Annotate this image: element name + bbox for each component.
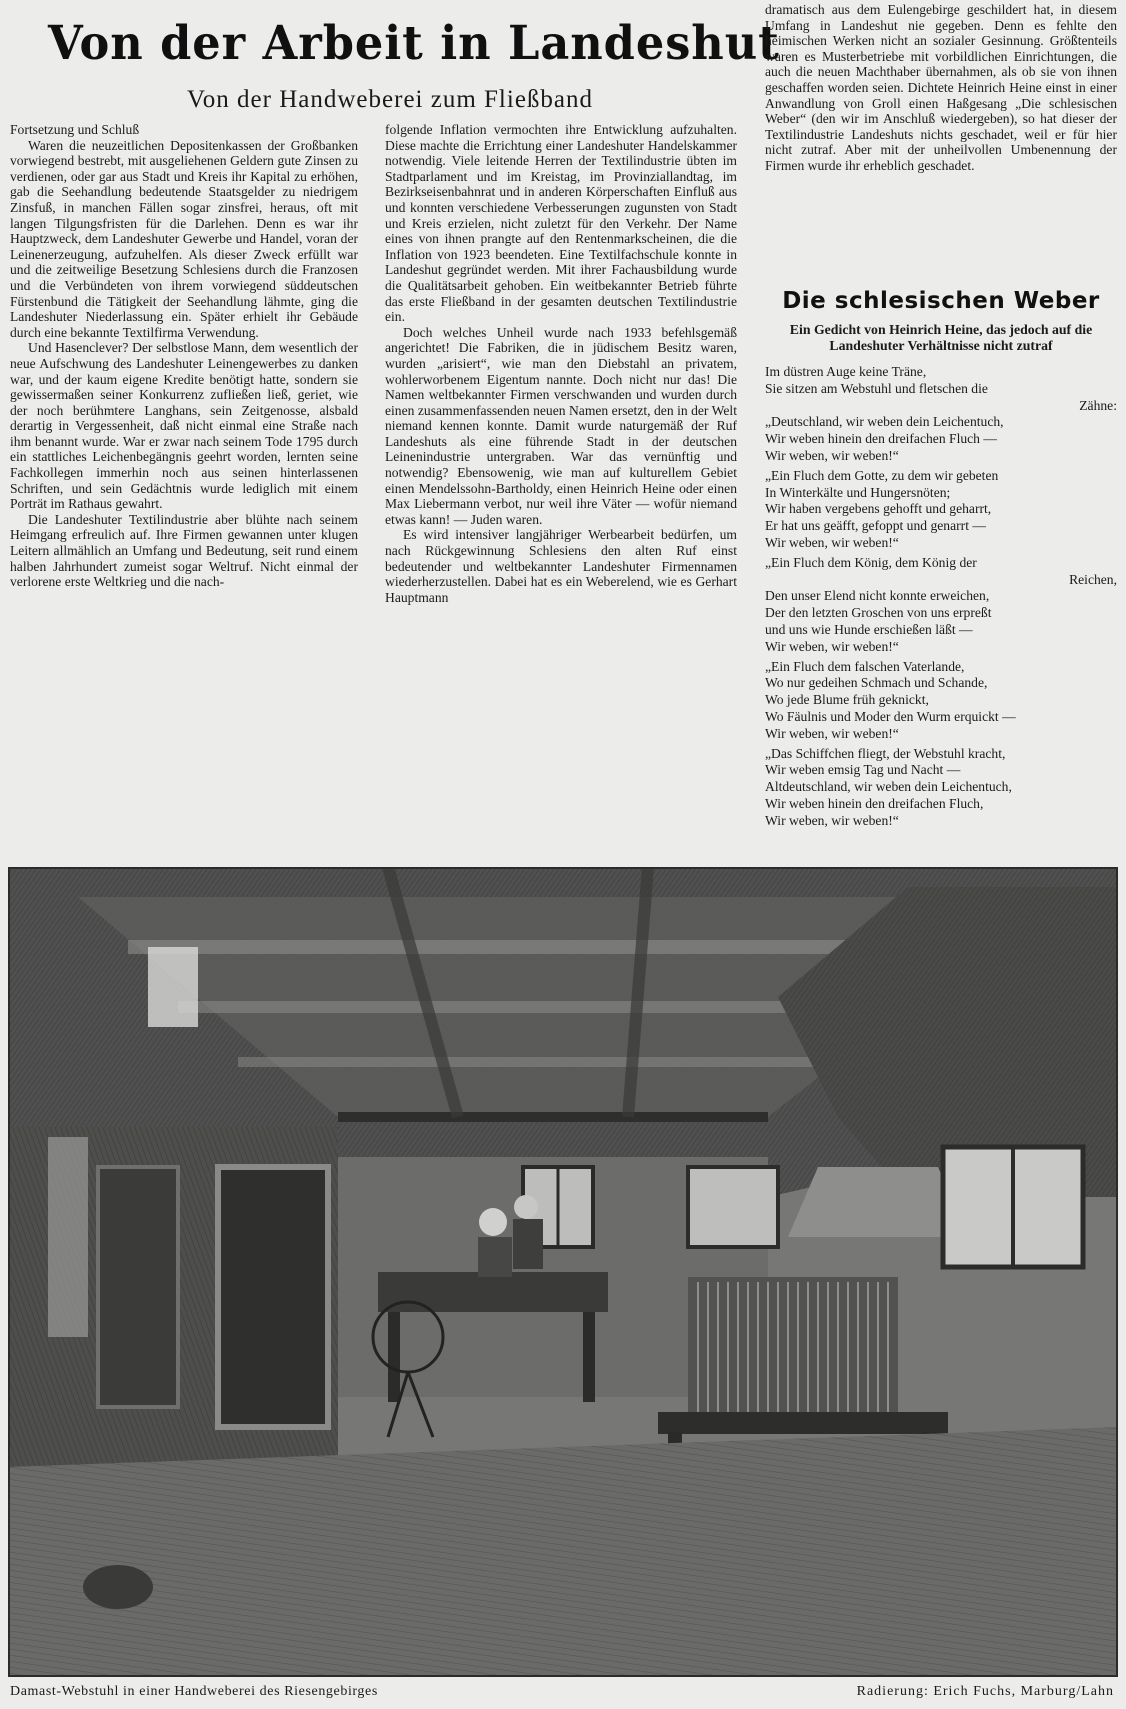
- poem-stanza: [765, 364, 1117, 465]
- poem-line: Wir weben hinein den dreifachen Fluch —: [765, 431, 997, 447]
- poem-line: Zähne:: [1079, 397, 1117, 413]
- poem-line: Wo jede Blume früh geknickt,: [765, 692, 929, 708]
- article-column-2: [385, 122, 737, 858]
- poem-line: Wir weben, wir weben!“: [765, 638, 899, 654]
- poem-line: Reichen,: [1069, 571, 1117, 587]
- paragraph: Es wird intensiver langjähriger Werbearbeit bedürfen, um nach Rückgewinnung Schlesiens den alten Ruf einst bedeutender und weltbekannter Landeshuter Firmennamen wiederherzustellen. Dabei hat es ein Weberelend, wie es Gerhart Hauptmann: [385, 527, 737, 605]
- article-column-3: [765, 2, 1117, 282]
- poem-line: Altdeutschland, wir weben dein Leichentuch,: [765, 779, 1012, 795]
- article-column-1: [10, 122, 358, 858]
- poem-stanza: [765, 746, 1117, 830]
- weaving-room-etching: [8, 867, 1118, 1677]
- poem-stanza: [765, 659, 1117, 743]
- poem-line: Wir weben, wir weben!“: [765, 534, 899, 550]
- poem-line: „Deutschland, wir weben dein Leichentuch,: [765, 414, 1004, 430]
- etching-illustration: [8, 867, 1118, 1677]
- paragraph: folgende Inflation vermochten ihre Entwicklung aufzuhalten. Diese machte die Errichtung einer Landeshuter Handelskammer notwendig. Viele leitende Herren der Textilindustrie übten im Stadtparlament und im Kreistag, im Provinziallandtag, im Bezirkseisenbahnrat und in anderen Körperschaften Einfluß aus und konnten verschiedene Verbesserungen zugunsten von Stadt und Kreis erzielen, nicht zuletzt für den Verkehr. Der Name eines von ihnen prangte auf den Rentenmarkscheinen, die die Inflation von 1923 beendeten. Eine Textilfachschule konnte in Landeshut gegründet werden. Mit ihrer Fachausbildung wurde die Qualitätsarbeit gehoben. Ein weitbekannter Betrieb führte das erste Fließband in der gesamten deutschen Textilindustrie ein.: [385, 122, 737, 325]
- poem-subtitle: Ein Gedicht von Heinrich Heine, das jedoch auf die Landeshuter Verhältnisse nicht zutraf: [789, 322, 1093, 353]
- poem-title: Die schlesischen Weber: [782, 288, 1100, 314]
- poem-line: Wo nur gedeihen Schmach und Schande,: [765, 675, 988, 691]
- illustration-credit: Radierung: Erich Fuchs, Marburg/Lahn: [856, 1684, 1114, 1699]
- poem-line: Wir weben emsig Tag und Nacht —: [765, 762, 961, 778]
- paragraph: dramatisch aus dem Eulengebirge geschildert hat, in diesem Umfang in Landeshut nie gegeben. Denn es fehlte den heimischen Werken nicht an sozialer Gesinnung. Größtenteils waren es Musterbetriebe mit vorbildlichen Einrichtungen, die auch die neuen Machthaber übernahmen, als ob sie von ihnen geschaffen worden seien. Dichtete Heinrich Heine einst in einer Anwandlung von Groll einen Haßgesang „Die schlesischen Weber“ (den wir im Anschluß wiedergeben), so hat dieser der Textilindustrie Landeshuts nichts geschadet, weil er für hier nicht zutraf. Aber mit der unheilvollen Umbenennung der Firmen wurde ihr erheblich geschadet.: [765, 2, 1117, 173]
- poem-line: „Ein Fluch dem König, dem König der: [765, 554, 977, 570]
- poem-line: „Das Schiffchen fliegt, der Webstuhl kracht,: [765, 745, 1006, 761]
- poem-stanza: [765, 555, 1117, 656]
- poem-line: Wir weben, wir weben!“: [765, 725, 899, 741]
- poem-line: In Winterkälte und Hungersnöten;: [765, 484, 951, 500]
- poem-stanza: [765, 468, 1117, 552]
- poem-line: und uns wie Hunde erschießen läßt —: [765, 621, 973, 637]
- poem-line: Wir weben, wir weben!“: [765, 812, 899, 828]
- poem-line: Wir weben, wir weben!“: [765, 447, 899, 463]
- poem-line: Den unser Elend nicht konnte erweichen,: [765, 588, 990, 604]
- illustration-caption: Damast-Webstuhl in einer Handweberei des Riesengebirges: [10, 1684, 378, 1699]
- subheadline: Von der Handweberei zum Fließband: [186, 86, 594, 113]
- poem-line: „Ein Fluch dem Gotte, zu dem wir gebeten: [765, 467, 999, 483]
- poem-body: [765, 364, 1117, 860]
- poem-line: Er hat uns geäfft, gefoppt und genarrt —: [765, 518, 986, 534]
- paragraph: Und Hasenclever? Der selbstlose Mann, dem wesentlich der neue Aufschwung des Landeshuter Leinengewerbes zu danken war, und der kaum eigene Kredite benötigt hatte, sondern sie gewissermaßen seiner Konkurrenz zufließen ließ, geriet, wie der noch berühmtere Langhans, sein Zeitgenosse, alsbald derartig in Vergessenheit, daß nicht einmal eine Straße nach ihm benannt wurde. War er zwar nach seinem Tode 1795 durch ein stattliches Leichenbegängnis geehrt worden, lernten seine Fachkollegen immerhin noch aus seinen hinterlassenen Schriften, und sein Gedächtnis wurde lediglich mit einem Porträt im Rathaus gewahrt.: [10, 340, 358, 512]
- continuation-note: Fortsetzung und Schluß: [10, 122, 140, 137]
- poem-line: „Ein Fluch dem falschen Vaterlande,: [765, 658, 965, 674]
- poem-line: Im düstren Auge keine Träne,: [765, 364, 927, 379]
- paragraph: Doch welches Unheil wurde nach 1933 befehlsgemäß angerichtet! Die Fabriken, die in jüdischem Besitz waren, wurden „arisiert“, wie man den Diebstahl an privatem, wohlerworbenem Eigentum nannte. Doch nicht nur das! Die Namen weltbekannter Firmen verschwanden und wurden durch einen zusammenfassenden neuen Namen ersetzt, den in der Welt niemand kennen konnte. Damit wurde naturgemäß der Ruf Landeshuts als eine führende Stadt in der deutschen Leinenindustrie untergraben. War das vernünftig und notwendig? Ebensowenig, wie man auf kulturellem Gebiet einen Mendelssohn-Bartholdy, einen Heinrich Heine oder einen Max Liebermann verbot, nur weil ihre Väter — wofür niemand etwas kann! — Juden waren.: [385, 324, 737, 527]
- poem-line: Wir haben vergebens gehofft und geharrt,: [765, 501, 992, 517]
- paragraph: Waren die neuzeitlichen Depositenkassen der Großbanken vorwiegend bestrebt, mit ausgeliehenen Geldern gute Zinsen zu verdienen, oder gar aus Stadt und Kreis ihr Kapital zu erhöhen, gab die Seehandlung bedeutende Staatsgelder zu niedrigem Zinsfuß, in manchen Fällen sogar zinsfrei, heraus, oft mit langen Tilgungsfristen für die Darlehen. Denn es war ihr Hauptzweck, dem Landeshuter Gewerbe und Handel, voran der Leinenerzeugung, aufzuhelfen. Als dieser Zweck erfüllt war und die zeitweilige Besetzung Schlesiens durch die Franzosen und die Verbündeten von ihrem vorwiegend süddeutschen Fürstenbund die Tätigkeit der Seehandlung lähmte, ging die Landeshuter Niederlassung ein. Später erhielt ihr Gebäude durch eine bekannte Textilfirma Verwendung.: [10, 137, 358, 340]
- poem-line: Sie sitzen am Webstuhl und fletschen die: [765, 380, 988, 396]
- headline: Von der Arbeit in Landeshut: [48, 16, 780, 71]
- paragraph: Die Landeshuter Textilindustrie aber blühte nach seinem Heimgang erfreulich auf. Ihre Firmen gewannen unter klugen Leitern allmählich an Umfang und Bedeutung, seit rund einem halben Jahrhundert zumeist sogar Weltruf. Nicht einmal der verlorene erste Weltkrieg und die nach-: [10, 511, 358, 590]
- poem-line: Wir weben hinein den dreifachen Fluch,: [765, 795, 984, 811]
- poem-line: Der den letzten Groschen von uns erpreßt: [765, 605, 992, 621]
- poem-line: Wo Fäulnis und Moder den Wurm erquickt —: [765, 708, 1016, 724]
